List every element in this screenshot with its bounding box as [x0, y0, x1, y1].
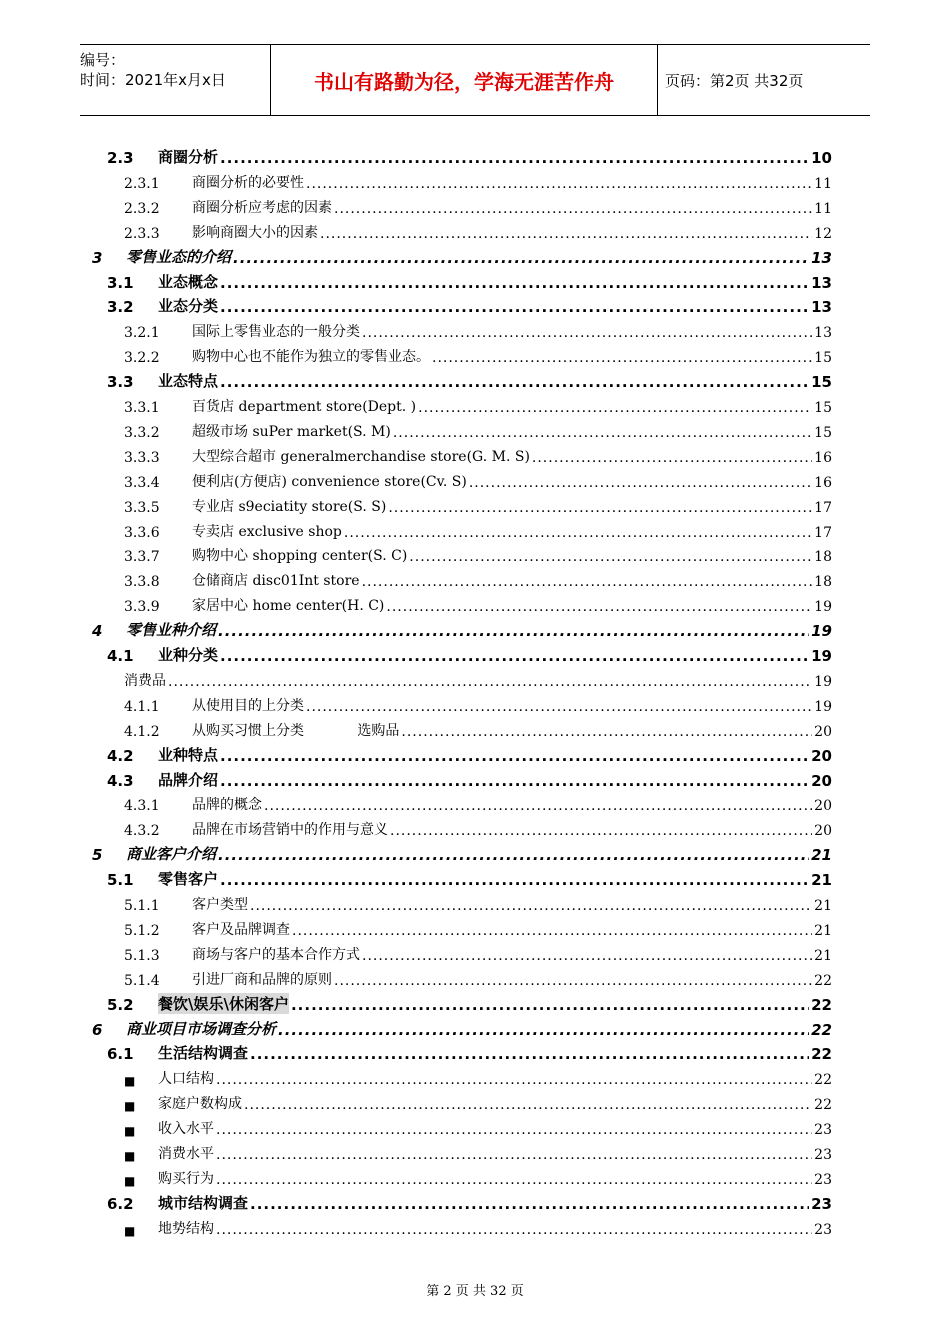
toc-entry-page: 20 — [811, 746, 832, 765]
toc-entry-title: 生活结构调查 — [158, 1044, 249, 1063]
toc-entry-page: 10 — [811, 149, 832, 167]
toc-leader-dots — [532, 450, 812, 466]
toc-entry-page: 15 — [814, 350, 832, 367]
toc-entry-title: 专卖店 exclusive shop — [192, 523, 342, 540]
toc-entry-title: 业态特点 — [158, 372, 219, 391]
toc-entry-title: 便利店(方便店) convenience store(Cv. S) — [192, 473, 467, 490]
toc-leader-dots — [220, 298, 809, 316]
toc-entry-title: 业态分类 — [158, 297, 219, 316]
toc-leader-dots — [220, 373, 809, 391]
toc-entry-page: 15 — [814, 424, 832, 441]
toc-entry-page: 16 — [814, 474, 832, 491]
toc-leader-dots — [250, 1045, 809, 1063]
toc-leader-dots — [278, 1021, 809, 1039]
toc-entry-title: 品牌的概念 — [192, 797, 262, 814]
toc-entry-number: 3.3.6 — [124, 524, 160, 541]
toc-entry-number: 4.1 — [107, 647, 134, 665]
toc-entry-page: 13 — [811, 273, 832, 292]
toc-leader-dots — [291, 996, 809, 1014]
toc-entry[interactable] — [124, 666, 832, 690]
toc-entry-page: 15 — [811, 373, 832, 392]
toc-entry-title: 专业店 s9eciatity store(S. S) — [192, 498, 387, 515]
toc-entry-title: 百货店 department store(Dept. ) — [192, 399, 417, 415]
toc-leader-dots — [220, 772, 809, 790]
toc-entry-title: 零售业态的介绍 — [126, 247, 232, 266]
toc-leader-dots — [233, 249, 809, 267]
toc-entry[interactable] — [107, 367, 832, 391]
toc-entry[interactable] — [124, 890, 832, 914]
toc-leader-dots — [418, 400, 812, 416]
toc-entry-title: 业种特点 — [158, 745, 219, 764]
toc-entry-page: 22 — [811, 995, 832, 1014]
toc-entry-number: 3.3.1 — [124, 400, 160, 416]
toc-entry-page: 19 — [814, 599, 832, 616]
toc-entry-number: 2.3.2 — [124, 200, 160, 217]
toc-entry-page: 18 — [814, 574, 832, 591]
toc-entry-title: 从购买习惯上分类 选购品 — [192, 722, 400, 739]
toc-leader-dots — [362, 574, 813, 590]
toc-entry-title: 品牌介绍 — [158, 770, 219, 789]
toc-entry-title: 餐饮\娱乐\休闲客户 — [158, 994, 289, 1013]
toc-entry-number: 3.3.2 — [124, 424, 160, 441]
toc-leader-dots — [469, 475, 812, 491]
toc-entry-number: 5.1.4 — [124, 972, 160, 989]
toc-entry-page: 12 — [814, 225, 832, 242]
toc-entry[interactable] — [124, 691, 832, 715]
toc-entry-page: 20 — [814, 723, 832, 740]
toc-leader-dots — [216, 1172, 812, 1188]
toc-entry[interactable] — [124, 168, 832, 192]
time-label: 时间：2021年x月x日 — [80, 71, 226, 89]
toc-entry[interactable] — [124, 1139, 832, 1163]
toc-entry-number: 5.1.1 — [124, 898, 160, 914]
toc-entry-title: 引进厂商和品牌的原则 — [192, 971, 332, 988]
toc-entry[interactable] — [124, 815, 832, 839]
toc-entry-title: 地势结构 — [158, 1220, 214, 1237]
toc-entry-page: 22 — [814, 1072, 832, 1089]
toc-entry-number: 3.3.9 — [124, 599, 160, 616]
toc-entry[interactable] — [107, 766, 832, 790]
toc-entry-page: 18 — [814, 549, 832, 566]
toc-entry-number: 2.3.1 — [124, 175, 160, 192]
toc-entry-number: 4 — [92, 622, 103, 641]
toc-entry-number: 3.2.2 — [124, 350, 160, 367]
code-label: 编号： — [80, 51, 126, 69]
toc-entry-number: 2.3 — [107, 149, 134, 167]
toc-entry-title: 购买行为 — [158, 1170, 214, 1187]
toc-entry[interactable] — [92, 840, 832, 864]
toc-entry-number: 6.1 — [107, 1045, 134, 1064]
toc-leader-dots — [386, 599, 812, 615]
toc-entry-title: 购物中心也不能作为独立的零售业态。 — [192, 349, 430, 366]
toc-entry-number: 3.3.3 — [124, 449, 160, 466]
toc-entry-title: 零售客户 — [158, 870, 219, 889]
toc-entry-page: 23 — [814, 1221, 832, 1238]
toc-entry-page: 23 — [814, 1147, 832, 1163]
toc-entry[interactable] — [124, 517, 832, 541]
toc-leader-dots — [216, 1222, 812, 1238]
toc-entry[interactable] — [107, 268, 832, 292]
toc-leader-dots — [220, 647, 809, 665]
toc-leader-dots — [306, 176, 812, 192]
toc-entry-page: 11 — [814, 200, 832, 217]
toc-entry-page: 22 — [811, 1045, 832, 1064]
toc-entry-title: 超级市场 suPer market(S. M) — [192, 423, 391, 440]
toc-entry[interactable] — [92, 1015, 832, 1039]
toc-entry-number: 4.3.2 — [124, 823, 160, 840]
toc-entry-number: 3.3.8 — [124, 574, 160, 591]
toc-entry[interactable] — [124, 1214, 832, 1238]
toc-entry-number: 3.1 — [107, 273, 134, 292]
toc-entry[interactable] — [107, 292, 832, 316]
toc-entry[interactable] — [124, 541, 832, 565]
toc-entry-number: 4.1.2 — [124, 723, 160, 740]
toc-entry-title: 商圈分析 — [158, 148, 219, 166]
toc-entry[interactable] — [124, 218, 832, 242]
toc-leader-dots — [168, 674, 812, 690]
toc-leader-dots — [292, 923, 812, 939]
toc-entry-number: 4.3.1 — [124, 798, 160, 815]
toc-entry[interactable] — [124, 317, 832, 341]
toc-entry[interactable] — [92, 243, 832, 267]
toc-entry[interactable] — [107, 641, 832, 665]
toc-entry[interactable] — [124, 790, 832, 814]
toc-entry-title: 家居中心 home center(H. C) — [192, 598, 385, 615]
bullet-icon: ■ — [124, 1223, 136, 1238]
toc-entry[interactable] — [124, 940, 832, 964]
toc-leader-dots — [388, 500, 812, 516]
toc-entry-number: 4.2 — [107, 746, 134, 765]
toc-leader-dots — [334, 973, 812, 989]
toc-entry[interactable] — [107, 741, 832, 765]
bullet-icon: ■ — [124, 1074, 136, 1089]
toc-entry-title: 客户类型 — [192, 897, 248, 913]
toc-entry-number: 3 — [92, 248, 103, 267]
toc-entry-number: 2.3.3 — [124, 225, 160, 242]
bullet-icon: ■ — [124, 1173, 136, 1188]
toc-leader-dots — [264, 798, 812, 814]
toc-leader-dots — [344, 525, 812, 541]
toc-entry[interactable] — [92, 616, 832, 640]
toc-entry-page: 21 — [814, 947, 832, 964]
toc-entry-page: 19 — [811, 647, 832, 665]
toc-entry-title: 业态概念 — [158, 272, 219, 291]
toc-entry-page: 23 — [814, 1122, 832, 1139]
toc-entry-page: 20 — [814, 823, 832, 840]
toc-entry-page: 13 — [814, 325, 832, 342]
toc-leader-dots — [220, 274, 809, 292]
toc-leader-dots — [220, 149, 809, 167]
toc-entry-title: 购物中心 shopping center(S. C) — [192, 548, 408, 565]
bullet-icon: ■ — [124, 1099, 136, 1114]
toc-entry-title: 品牌在市场营销中的作用与意义 — [192, 822, 388, 839]
toc-entry-title: 客户及品牌调查 — [192, 921, 290, 938]
toc-entry-number: 5.1 — [107, 871, 134, 890]
toc-leader-dots — [334, 201, 812, 217]
toc-entry-page: 13 — [811, 298, 832, 317]
toc-entry-title: 商场与客户的基本合作方式 — [192, 946, 360, 963]
toc-entry-page: 17 — [814, 524, 832, 541]
toc-leader-dots — [432, 350, 812, 366]
toc-entry-page: 13 — [811, 248, 832, 267]
toc-entry-title: 家庭户数构成 — [158, 1096, 242, 1113]
toc-leader-dots — [320, 226, 812, 242]
toc-entry-title: 零售业种介绍 — [126, 621, 217, 640]
toc-entry[interactable] — [124, 392, 832, 416]
toc-entry-page: 20 — [811, 771, 832, 790]
toc-entry-number: 3.2.1 — [124, 325, 160, 342]
toc-leader-dots — [409, 549, 812, 565]
toc-entry[interactable] — [124, 467, 832, 491]
toc-entry-title: 收入水平 — [158, 1121, 214, 1138]
toc-entry-page: 17 — [814, 499, 832, 516]
toc-entry[interactable] — [124, 442, 832, 466]
toc-entry[interactable] — [124, 342, 832, 366]
toc-entry-title: 消费水平 — [158, 1146, 214, 1162]
toc-entry-page: 21 — [811, 871, 832, 890]
toc-entry-title: 国际上零售业态的一般分类 — [192, 324, 360, 341]
bullet-icon: ■ — [124, 1124, 136, 1139]
toc-entry-page: 16 — [814, 449, 832, 466]
toc-entry[interactable] — [124, 1089, 832, 1113]
toc-entry-title: 商业客户介绍 — [126, 845, 217, 864]
toc-leader-dots — [218, 622, 809, 640]
header-meta — [80, 45, 270, 120]
toc-entry-number: 5 — [92, 846, 103, 865]
toc-entry[interactable] — [124, 1114, 832, 1138]
toc-entry-title: 商圈分析应考虑的因素 — [192, 199, 332, 216]
toc-entry[interactable] — [107, 143, 832, 167]
toc-leader-dots — [244, 1097, 812, 1113]
toc-entry[interactable] — [107, 990, 832, 1014]
toc-leader-dots — [362, 325, 812, 341]
toc-entry-number: 5.1.2 — [124, 922, 160, 939]
toc-entry-title: 商圈分析的必要性 — [192, 174, 304, 191]
toc-entry[interactable] — [124, 1064, 832, 1088]
toc-entry[interactable] — [124, 915, 832, 939]
toc-leader-dots — [216, 1147, 812, 1163]
toc-leader-dots — [216, 1122, 812, 1138]
toc-entry-number: 3.3.5 — [124, 499, 160, 516]
toc-leader-dots — [216, 1072, 812, 1088]
toc-leader-dots — [220, 871, 809, 889]
toc-leader-dots — [401, 724, 812, 740]
toc-entry-page: 11 — [814, 175, 832, 192]
toc-entry-page: 23 — [811, 1194, 832, 1213]
toc-entry[interactable] — [124, 965, 832, 989]
bullet-icon: ■ — [124, 1149, 136, 1163]
toc-entry[interactable] — [124, 566, 832, 590]
toc-entry-title: 从使用目的上分类 — [192, 697, 304, 714]
toc-entry-page: 23 — [814, 1171, 832, 1188]
toc-leader-dots — [306, 699, 812, 715]
toc-leader-dots — [250, 898, 812, 914]
page-header — [80, 44, 870, 116]
toc-entry-page: 19 — [814, 673, 832, 690]
toc-entry-title: 大型综合超市 generalmerchandise store(G. M. S) — [192, 448, 530, 465]
toc-entry-title: 影响商圈大小的因素 — [192, 224, 318, 241]
toc-leader-dots — [220, 747, 809, 765]
toc-leader-dots — [250, 1195, 809, 1213]
toc-entry[interactable] — [107, 865, 832, 889]
toc-entry-page: 22 — [814, 972, 832, 989]
header-page-info: 页码：第2页 共32页 — [665, 71, 804, 90]
toc-entry-title: 消费品 — [124, 672, 166, 689]
toc-entry[interactable] — [124, 716, 832, 740]
toc-entry-number: 3.3 — [107, 373, 134, 392]
toc-entry[interactable] — [124, 492, 832, 516]
toc-entry[interactable] — [124, 1164, 832, 1188]
toc-entry-page: 20 — [814, 798, 832, 815]
toc-leader-dots — [393, 425, 812, 441]
toc-entry[interactable] — [124, 591, 832, 615]
toc-entry[interactable] — [107, 1039, 832, 1063]
toc-entry-page: 19 — [811, 622, 832, 641]
toc-entry-title: 人口结构 — [158, 1071, 214, 1088]
toc-entry-number: 5.1.3 — [124, 947, 160, 964]
toc-entry-page: 22 — [814, 1097, 832, 1114]
toc-entry-number: 4.1.1 — [124, 698, 160, 715]
toc-leader-dots — [390, 823, 812, 839]
toc-entry-page: 15 — [814, 400, 832, 416]
header-motto: 书山有路勤为径，学海无涯苦作舟 — [270, 45, 658, 115]
toc-entry-page: 21 — [814, 922, 832, 939]
toc-entry-page: 21 — [814, 898, 832, 914]
toc-entry-page: 19 — [814, 698, 832, 715]
toc-entry[interactable] — [124, 417, 832, 441]
toc-entry[interactable] — [124, 193, 832, 217]
toc-entry-title: 业种分类 — [158, 646, 219, 664]
toc-entry-number: 6 — [92, 1020, 103, 1039]
toc-entry-number: 3.3.7 — [124, 549, 160, 566]
toc-entry-number: 3.2 — [107, 298, 134, 317]
toc-entry-title: 商业项目市场调查分析 — [126, 1019, 277, 1038]
toc-entry-number: 5.2 — [107, 995, 134, 1014]
page-footer: 第 2 页 共 32 页 — [426, 1284, 524, 1299]
toc-entry-page: 22 — [811, 1020, 832, 1039]
toc-leader-dots — [362, 948, 812, 964]
toc-entry[interactable] — [107, 1189, 832, 1213]
toc-entry-number: 4.3 — [107, 771, 134, 790]
toc-entry-number: 3.3.4 — [124, 474, 160, 491]
toc-entry-title: 仓储商店 disc01Int store — [192, 573, 360, 590]
toc-leader-dots — [218, 846, 809, 864]
toc-entry-title: 城市结构调查 — [158, 1193, 249, 1212]
toc-entry-number: 6.2 — [107, 1194, 134, 1213]
toc-entry-page: 21 — [811, 846, 832, 865]
